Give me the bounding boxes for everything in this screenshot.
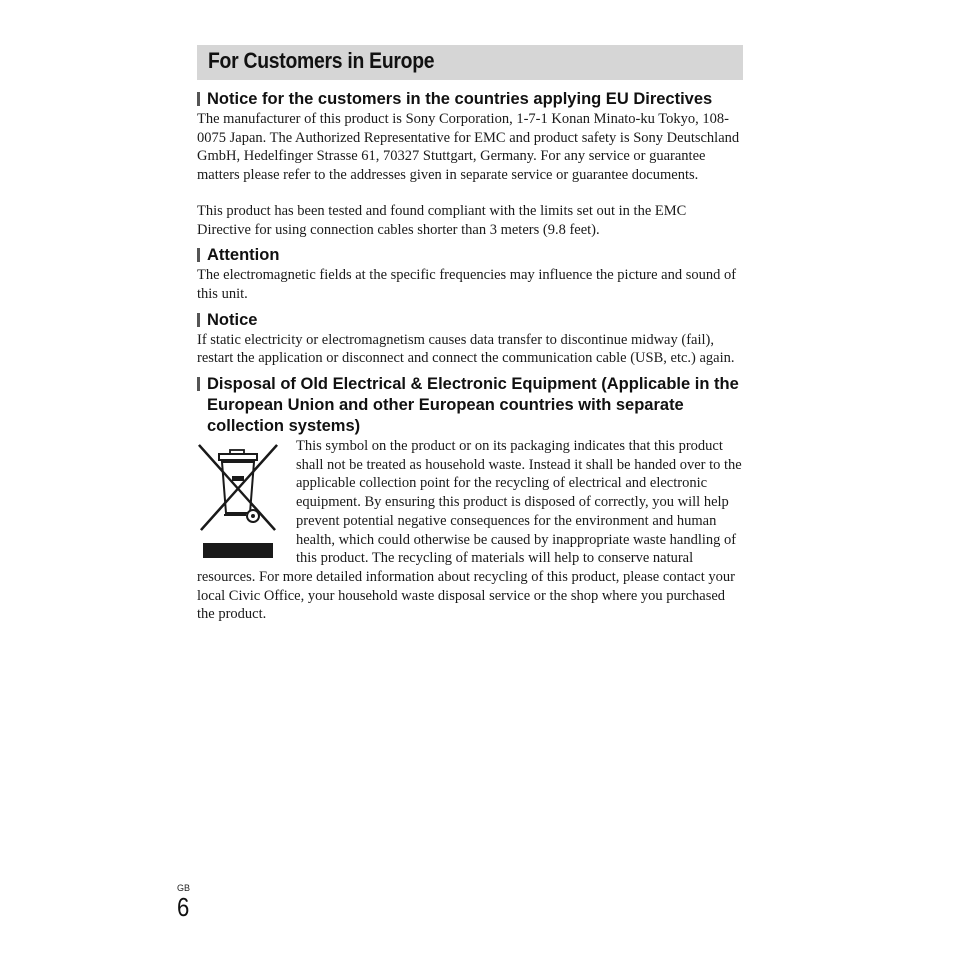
eu-notice-paragraph-1: The manufacturer of this product is Sony Corporation, 1-7-1 Konan Minato-ku Tokyo, 108-0075 Japan. The Authorized Representative for EMC and product safety is Sony Deutschland GmbH, Hedelfinger Strasse 61, 70327 Stuttgart, Germany. For any service or guarantee matters please refer to the addresses given in separate service or guarantee documents. — [197, 111, 740, 184]
section-heading-disposal — [197, 374, 743, 437]
heading-marker — [197, 92, 200, 106]
heading-marker — [197, 377, 200, 391]
section-heading-eu-notice — [197, 89, 743, 110]
eu-notice-paragraph-2: This product has been tested and found compliant with the limits set out in the EMC Directive for using connection cables shorter than 3 meters (9.8 feet). — [197, 202, 687, 238]
section-heading-attention — [197, 245, 743, 266]
section-heading-text: Notice — [207, 310, 258, 329]
section-heading-text: Notice for the customers in the countries applying EU Directives — [207, 90, 713, 108]
crossed-out-wheelie-bin-icon — [197, 442, 281, 563]
notice-paragraph: If static electricity or electromagnetism causes data transfer to discontinue midway (fail), restart the application or disconnect and connect the communication cable (USB, etc.) again. — [197, 331, 735, 367]
page-footer — [177, 883, 191, 921]
disposal-block — [197, 437, 743, 624]
section-heading-text: Attention — [207, 246, 280, 265]
section-heading-text: Disposal of Old Electrical & Electronic Equipment (Applicable in the European Union and other European countries with separate collection systems) — [207, 375, 739, 436]
page-title-bar — [197, 45, 743, 80]
page-title: For Customers in Europe — [208, 48, 435, 73]
heading-marker — [197, 313, 200, 327]
section-heading-notice — [197, 310, 743, 331]
page-content — [197, 89, 743, 624]
attention-paragraph: The electromagnetic fields at the specific frequencies may influence the picture and sound of this unit. — [197, 267, 737, 302]
region-code: GB — [177, 883, 191, 893]
disposal-paragraph: This symbol on the product or on its packaging indicates that this product shall not be treated as household waste. Instead it shall be handed over to the applicable collection point for the recycling of electrical and electronic equipment. By ensuring this product is disposed of correctly, you will help prevent potential negative consequences for the environment and human health, which could otherwise be caused by inappropriate waste handling of this product. The recycling of materials will help to conserve natural resources. For more detailed information about recycling of this product, please contact your local Civic Office, your household waste disposal service or the shop where you purchased the product. — [197, 438, 742, 623]
page-number: 6 — [177, 892, 190, 922]
heading-marker — [197, 248, 200, 262]
symbol-underbar — [203, 543, 273, 558]
